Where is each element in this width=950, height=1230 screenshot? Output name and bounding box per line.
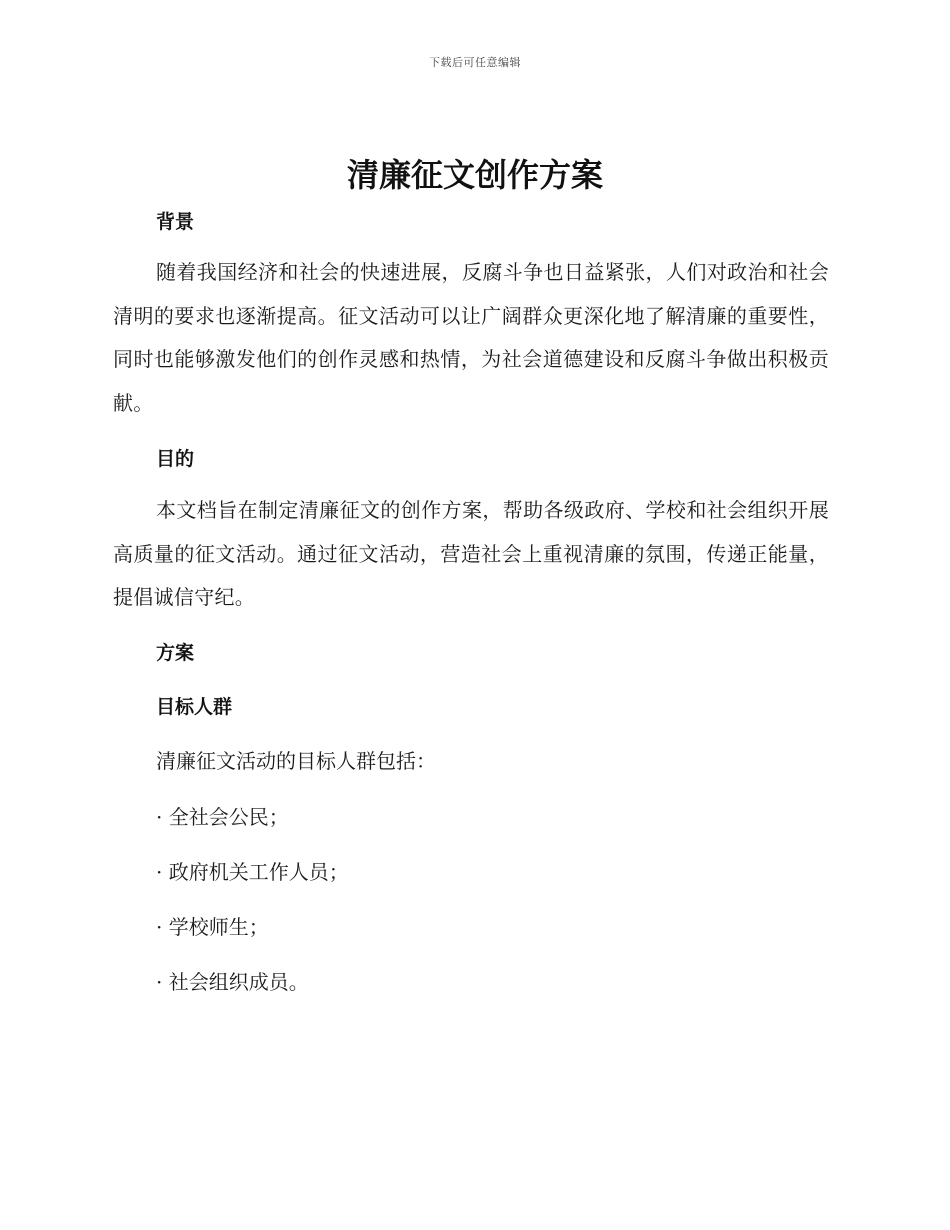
heading-purpose: 目的 (156, 448, 195, 470)
audience-intro: 清廉征文活动的目标人群包括： (156, 749, 436, 773)
list-item: · 全社会公民； (156, 805, 289, 829)
heading-background: 背景 (156, 211, 195, 233)
paragraph-background: 随着我国经济和社会的快速进展，反腐斗争也日益紧张，人们对政治和社会清明的要求也逐渐提高。征文活动可以让广阔群众更深化地了解清廉的重要性，同时也能够激发他们的创作灵感和热情，为社会道德建设和反腐斗争做出积极贡献。 (113, 260, 829, 415)
list-item: · 社会组织成员。 (156, 970, 309, 994)
paragraph-purpose: 本文档旨在制定清廉征文的创作方案，帮助各级政府、学校和社会组织开展高质量的征文活动。通过征文活动，营造社会上重视清廉的氛围，传递正能量，提倡诚信守纪。 (113, 498, 829, 609)
list-item: · 政府机关工作人员； (156, 860, 349, 884)
heading-target-audience: 目标人群 (156, 696, 233, 718)
document-title: 清廉征文创作方案 (346, 156, 603, 194)
heading-plan: 方案 (156, 642, 195, 664)
list-item: · 学校师生； (156, 915, 269, 939)
header-note: 下载后可任意编辑 (429, 56, 521, 69)
